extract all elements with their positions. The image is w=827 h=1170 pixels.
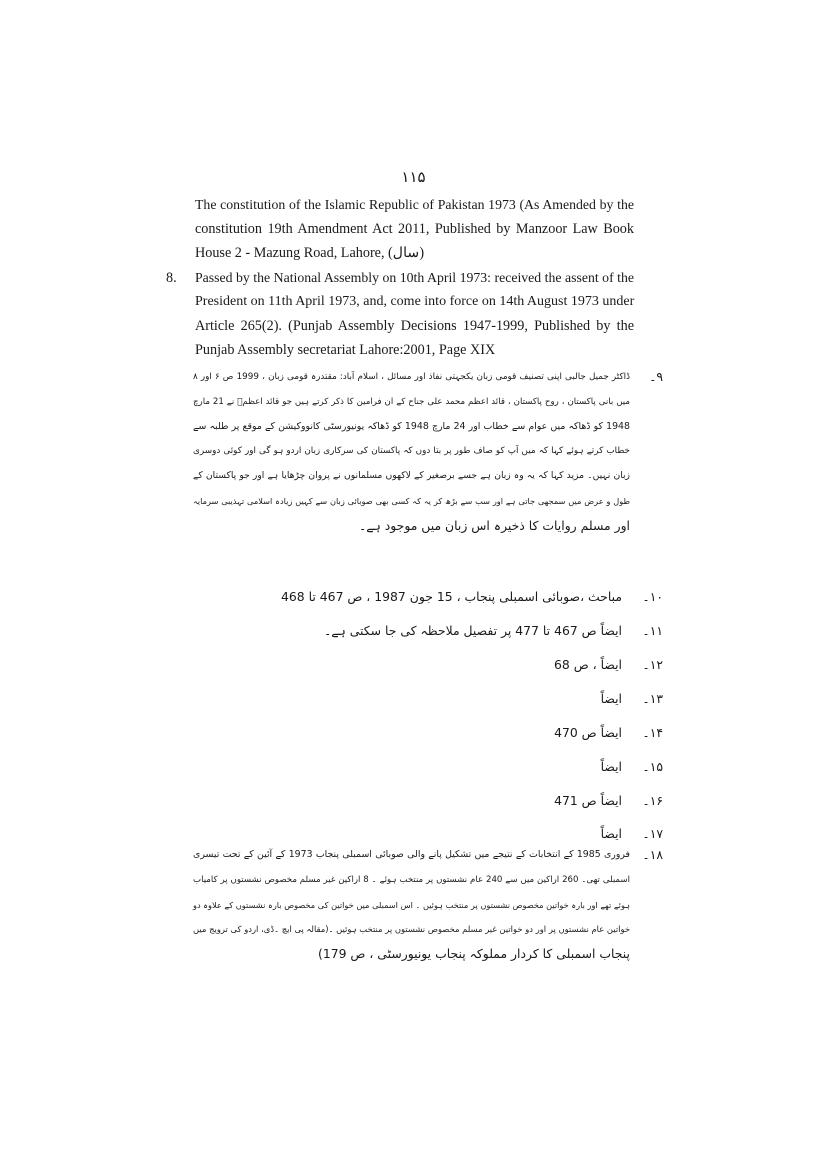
footnote-15-number: ۱۵۔ [642,759,663,774]
footnote-9-line: ڈاکٹر جمیل جالبی اپنی تصنیف قومی زبان یکجہتی نفاذ اور مسائل ، اسلام آباد: مقتدرہ قومی زبان ، 1999 ص ۶ اور ۸ [193,372,630,382]
footnote-9-text [193,365,630,539]
footnote-18-line: فروری 1985 کے انتخابات کے نتیجے میں تشکیل پانے والی صوبائی اسمبلی پنجاب 1973 کے آئین کے تحت تیسری [193,849,631,860]
footnote-11-text: ایضاً ص 467 تا 477 پر تفصیل ملاحظہ کی جا سکتی ہے۔ [324,623,622,638]
footnote-9-number: ۹۔ [649,369,663,384]
footnote-11-number: ۱۱۔ [642,623,663,638]
footnote-13-number: ۱۳۔ [642,691,663,706]
footnote-7-line: The constitution of the Islamic Republic of Pakistan 1973 (As Amended by the [195,197,634,212]
footnote-18-text [193,843,630,967]
footnote-17-text: ایضاً [600,826,622,841]
footnote-18-line: خواتین عام نشستوں پر اور دو خواتین غیر مسلم مخصوص نشستوں پر منتخب ہوئیں ۔(مقالہ پی ایچ ۔ڈی، اردو کی ترویج میں [193,924,630,935]
footnote-16-text: ایضاً ص 471 [554,793,622,808]
footnote-16-number: ۱۶۔ [642,793,663,808]
footnote-12-number: ۱۲۔ [642,657,663,672]
footnote-8-line: Passed by the National Assembly on 10th April 1973: received the assent of the [195,270,634,285]
footnote-9-line: اور مسلم روایات کا ذخیرہ اس زبان میں موجود ہے۔ [359,517,630,533]
footnote-18-line: اسمبلی تھی۔ 260 اراکین میں سے 240 عام نشستوں پر منتخب ہوئے ۔ 8 اراکین غیر مسلم مخصوص نشستوں پر کامیاب [193,874,630,885]
footnote-17-number: ۱۷۔ [642,826,663,841]
footnote-12-text: ایضاً ، ص 68 [554,657,622,672]
footnote-7-line: House 2 - Mazung Road, Lahore, (سال) [195,245,425,261]
page-number: ۱۱۵ [401,168,426,186]
footnote-13-text: ایضاً [600,691,622,706]
footnote-18-line: پنجاب اسمبلی کا کردار مملوکہ پنجاب یونیورسٹی ، ص 179) [317,946,630,962]
footnote-9-line: زبان نہیں۔ مزید کہا کہ یہ وہ زبان ہے جسے برصغیر کے لاکھوں مسلمانوں نے پروان چڑھایا ہے اور جو پاکستان کے [193,470,630,482]
footnote-8-line: Article 265(2). (Punjab Assembly Decisions 1947-1999, Published by the [195,318,634,334]
footnote-14-number: ۱۴۔ [642,725,663,740]
footnote-18-line: ہوئے تھے اور بارہ خواتین مخصوص نشستوں پر منتخب ہوئیں ۔ اس اسمبلی میں خواتین کی مخصوص بارہ نشستوں کے علاوہ دو [193,899,630,910]
footnote-9-line: 1948 کو ڈھاکہ میں عوام سے خطاب اور 24 مارچ 1948 کو ڈھاکہ یونیورسٹی کانووکیشن کے موقع پر طلبہ سے [193,420,630,432]
footnote-10-number: ۱۰۔ [642,589,663,604]
footnote-7-line: constitution 19th Amendment Act 2011, Published by Manzoor Law Book [195,221,634,237]
footnote-9-line: میں بانی پاکستان ، روح پاکستان ، قائد اعظم محمد علی جناح کے ان فرامین کا ذکر کرتے ہیں جو قائد اعظمؒ نے 21 مارچ [193,396,630,407]
footnote-8-text [195,266,634,362]
footnote-18-number: ۱۸۔ [642,847,663,862]
footnote-7-text [195,193,634,265]
footnote-8-line: Punjab Assembly secretariat Lahore:2001, Page XIX [195,342,496,358]
footnote-8-line: President on 11th April 1973, and, come into force on 14th August 1973 under [195,294,635,309]
footnote-9-line: خطاب کرتے ہوئے کہا کہ میں آپ کو صاف طور پر بتا دوں کہ پاکستان کی سرکاری زبان اردو ہو گی اور کوئی دوسری [193,446,630,457]
footnote-15-text: ایضاً [600,759,622,774]
footnote-14-text: ایضاً ص 470 [554,725,622,740]
footnote-8-number: 8. [166,270,177,286]
footnote-9-line: طول و عرض میں سمجھی جاتی ہے اور سب سے بڑھ کر یہ کہ کسی بھی صوبائی زبان سے کہیں زیادہ اسلامی تہذیبی سرمایہ [193,495,630,506]
footnote-10-text: مباحث ،صوبائی اسمبلی پنجاب ، 15 جون 1987 ، ص 467 تا 468 [281,589,622,604]
